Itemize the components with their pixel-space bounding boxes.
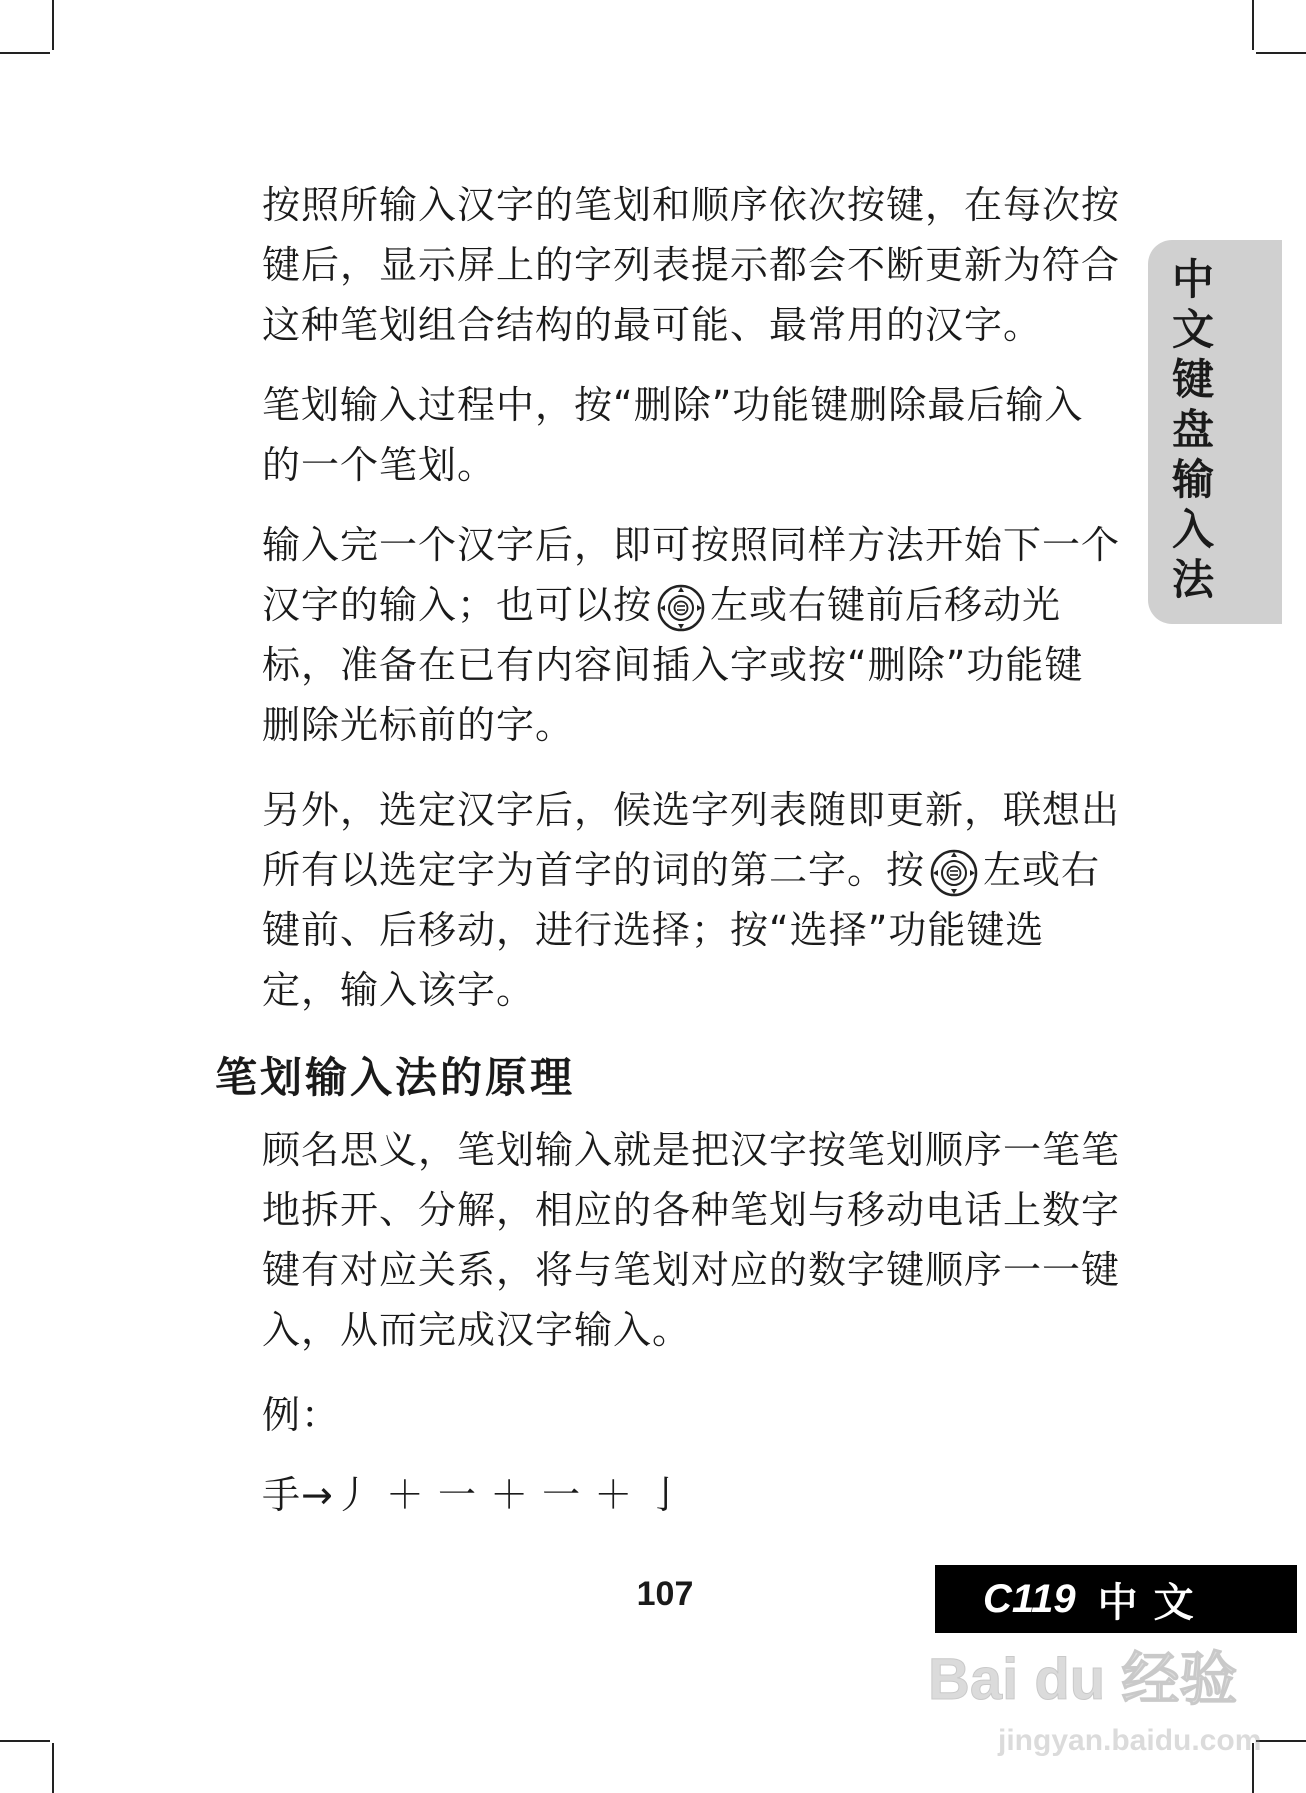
paragraph-2: 笔划输入过程中，按“删除”功能键删除最后输入的一个笔划。 xyxy=(262,383,1084,487)
paragraph-3 xyxy=(262,515,1122,755)
chapter-tab xyxy=(1148,240,1282,624)
section-heading: 笔划输入法的原理 xyxy=(215,1053,576,1102)
navigation-key-icon xyxy=(656,583,706,633)
paragraph-4-text-after: 左或右键前、后移动，进行选择；按“选择”功能键选定，输入该字。 xyxy=(262,848,1101,1012)
crop-mark-top-right-v xyxy=(1252,0,1254,50)
watermark-url: jingyan.baidu.com xyxy=(998,1724,1262,1757)
watermark xyxy=(928,1632,1288,1782)
language-label: 中文 xyxy=(1097,1580,1210,1625)
paragraph-3-text-after: 左或右键前后移动光标，准备在已有内容间插入字或按“删除”功能键删除光标前的字。 xyxy=(262,583,1084,747)
crop-mark-bottom-left-h xyxy=(0,1740,50,1742)
model-name: C119 xyxy=(983,1576,1076,1621)
navigation-key-icon xyxy=(929,848,979,898)
crop-mark-top-left-v xyxy=(52,0,54,50)
crop-mark-bottom-left-v xyxy=(52,1743,54,1793)
crop-mark-top-right-h xyxy=(1256,52,1306,54)
chapter-tab-label: 中文键盘输入法 xyxy=(1171,255,1214,604)
example-formula: 手→丿 ＋ 一 ＋ 一 ＋ 亅 xyxy=(262,1473,686,1517)
section-body: 顾名思义，笔划输入就是把汉字按笔划顺序一笔笔地拆开、分解，相应的各种笔划与移动电话上数字键有对应关系，将与笔划对应的数字键顺序一一键入，从而完成汉字输入。 xyxy=(262,1128,1121,1352)
model-banner xyxy=(935,1565,1297,1633)
page-number: 107 xyxy=(636,1575,694,1613)
paragraph-3-text-before: 输入完一个汉字后，即可按照同样方法开始下一个汉字的输入；也可以按 xyxy=(262,523,1121,627)
paragraph-1: 按照所输入汉字的笔划和顺序依次按键，在每次按键后，显示屏上的字列表提示都会不断更新为符合这种笔划组合结构的最可能、最常用的汉字。 xyxy=(262,183,1121,347)
crop-mark-top-left-h xyxy=(0,52,50,54)
paragraph-4-text-before: 另外，选定汉字后，候选字列表随即更新，联想出所有以选定字为首字的词的第二字。按 xyxy=(262,788,1121,892)
paragraph-4 xyxy=(262,780,1122,1020)
watermark-logo: Bai du 经验 xyxy=(928,1647,1238,1712)
example-label: 例： xyxy=(262,1393,341,1437)
